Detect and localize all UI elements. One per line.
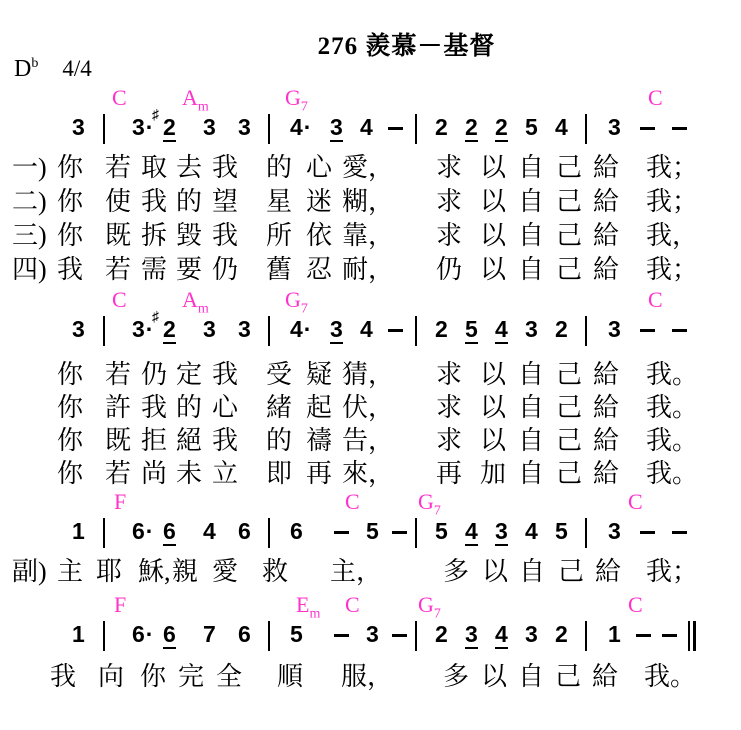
lyric-syllable: 我 [50, 662, 77, 691]
lyric-syllable: 我 [57, 255, 84, 284]
note-digit: 4· [290, 114, 312, 140]
lyric-syllable: 耐， [342, 255, 395, 284]
sharp-icon: ♯ [152, 106, 159, 122]
lyric-syllable: 我； [646, 557, 699, 586]
lyric-syllable: 的 [266, 426, 293, 455]
lyric-syllable: 以 [480, 426, 507, 455]
lyric-syllable: 己 [556, 360, 583, 389]
note-digit: 3 [72, 316, 85, 342]
note-digit: 6 [238, 518, 251, 544]
lyric-syllable: 自 [518, 393, 545, 422]
lyric-syllable: 你 [57, 153, 84, 182]
chord-label: C [628, 592, 643, 617]
lyric-syllable: 受 [266, 360, 293, 389]
note-digit: 4 [360, 316, 373, 342]
chord-label: $E_m$ [296, 592, 321, 622]
note-digit: ♯ 2 [152, 308, 176, 342]
lyric-syllable: 己 [556, 153, 583, 182]
lyric-syllable: 主， [330, 557, 383, 586]
duration-dash [672, 531, 687, 534]
note-digit: 3 [366, 621, 379, 647]
lyric-syllable: 我。 [646, 459, 699, 488]
lyric-syllable: 取 [141, 153, 168, 182]
lyric-syllable: 星 [266, 187, 293, 216]
chord-row [0, 489, 741, 519]
lyric-syllable: 我， [646, 221, 699, 250]
lyric-syllable: 絕 [176, 426, 203, 455]
barline [103, 316, 105, 346]
notes-row [0, 308, 741, 349]
lyric-syllable: 我； [646, 255, 699, 284]
lyric-syllable: 仍 [141, 360, 168, 389]
lyric-syllable: 所 [266, 221, 293, 250]
lyric-syllable: 禱 [306, 426, 333, 455]
lyric-row [0, 557, 741, 589]
lyric-syllable: 仍 [436, 255, 463, 284]
lyric-syllable: 的 [176, 187, 203, 216]
note-digit: 3 [495, 518, 508, 544]
lyric-syllable: 愛， [342, 153, 395, 182]
verse-label: 副) [12, 557, 47, 586]
lyric-syllable: 我 [212, 153, 239, 182]
note-digit: 5 [290, 621, 303, 647]
lyric-syllable: 許 [105, 393, 132, 422]
lyric-syllable: 需 [141, 255, 168, 284]
chord-label: C [345, 592, 360, 617]
lyric-row [0, 153, 741, 185]
lyric-syllable: 拒 [141, 426, 168, 455]
lyric-syllable: 加 [480, 459, 507, 488]
notes-row [0, 622, 741, 654]
duration-dash [640, 127, 655, 130]
lyric-syllable: 以 [480, 360, 507, 389]
chord-label: $G_7$ [285, 287, 308, 317]
note-digit: 6 [163, 621, 176, 647]
note-digit: 1 [72, 518, 85, 544]
lyric-syllable: 求 [436, 426, 463, 455]
lyric-syllable: 求 [436, 360, 463, 389]
page-title: 276 羨慕－基督 [317, 33, 496, 60]
lyric-syllable: 求 [436, 221, 463, 250]
lyric-syllable: 自 [518, 221, 545, 250]
chord-label: C [628, 489, 643, 514]
note-digit: 3 [330, 114, 343, 140]
lyric-syllable: 要 [176, 255, 203, 284]
chord-label: F [114, 489, 127, 514]
note-digit: 3 [203, 316, 216, 342]
barline [103, 621, 105, 651]
note-digit: 3 [525, 621, 538, 647]
note-digit: 5 [435, 518, 448, 544]
lyric-row [0, 360, 741, 392]
lyric-syllable: 心 [212, 393, 239, 422]
lyric-syllable: 求 [436, 393, 463, 422]
lyric-syllable: 你 [57, 187, 84, 216]
lyric-syllable: 己 [556, 187, 583, 216]
lyric-row [0, 393, 741, 425]
lyric-syllable: 己 [558, 557, 585, 586]
barline [585, 316, 587, 346]
lyric-syllable: 你 [57, 360, 84, 389]
note-digit: 4 [555, 114, 568, 140]
lyric-syllable: 完 [178, 662, 205, 691]
lyric-syllable: 以 [480, 153, 507, 182]
lyric-syllable: 全 [216, 662, 243, 691]
barline [415, 621, 417, 651]
lyric-syllable: 以 [482, 557, 509, 586]
note-digit: 3 [72, 114, 85, 140]
lyric-syllable: 再 [436, 459, 463, 488]
lyric-syllable: 以 [480, 255, 507, 284]
lyric-syllable: 靠， [342, 221, 395, 250]
notes-row [0, 519, 741, 551]
chord-label: $A_m$ [182, 287, 209, 317]
lyric-syllable: 望 [212, 187, 239, 216]
lyric-syllable: 心 [306, 153, 333, 182]
lyric-syllable: 求 [436, 187, 463, 216]
note-digit: 3· [132, 114, 154, 140]
barline [415, 316, 417, 346]
lyric-syllable: 來， [342, 459, 395, 488]
lyric-syllable: 若 [105, 153, 132, 182]
note-digit: 5 [366, 518, 379, 544]
lyric-syllable: 即 [266, 459, 293, 488]
lyric-row [0, 255, 741, 287]
note-digit: 2 [435, 114, 448, 140]
lyric-syllable: 仍 [212, 255, 239, 284]
chord-label: $G_7$ [285, 85, 308, 115]
lyric-syllable: 我； [646, 187, 699, 216]
lyric-syllable: 再 [306, 459, 333, 488]
time-signature: 4/4 [62, 56, 92, 81]
chord-label: C [648, 287, 663, 312]
lyric-syllable: 自 [518, 360, 545, 389]
note-digit: 2 [435, 621, 448, 647]
lyric-syllable: 己 [556, 221, 583, 250]
barline [585, 621, 587, 651]
note-digit: 4 [203, 518, 216, 544]
barline [415, 114, 417, 144]
lyric-syllable: 己 [556, 255, 583, 284]
lyric-row [0, 426, 741, 458]
lyric-syllable: 糊， [342, 187, 395, 216]
lyric-syllable: 給 [593, 187, 620, 216]
lyric-syllable: 順 [277, 662, 304, 691]
barline [268, 114, 270, 144]
lyric-syllable: 自 [518, 459, 545, 488]
duration-dash [392, 634, 407, 637]
note-digit: 5 [525, 114, 538, 140]
lyric-syllable: 自 [518, 662, 545, 691]
lyric-syllable: 求 [436, 153, 463, 182]
chord-label: $G_7$ [418, 489, 441, 519]
verse-label: 四) [12, 255, 47, 284]
notes-row [0, 106, 741, 147]
lyric-syllable: 我。 [644, 662, 697, 691]
duration-dash [388, 329, 403, 332]
lyric-syllable: 給 [592, 662, 619, 691]
lyric-syllable: 未 [176, 459, 203, 488]
lyric-syllable: 你 [57, 426, 84, 455]
lyric-row [0, 662, 741, 694]
lyric-syllable: 救 [262, 557, 289, 586]
verse-label: 二) [12, 187, 47, 216]
lyric-syllable: 忍 [306, 255, 333, 284]
note-digit: 6 [238, 621, 251, 647]
chord-label: $G_7$ [418, 592, 441, 622]
lyric-syllable: 告， [342, 426, 395, 455]
note-digit: 2 [495, 114, 508, 140]
note-digit: ♯ 2 [152, 106, 176, 140]
lyric-syllable: 我 [212, 426, 239, 455]
lyric-row [0, 187, 741, 219]
barline [585, 114, 587, 144]
sharp-icon: ♯ [152, 308, 159, 324]
lyric-syllable: 以 [480, 221, 507, 250]
lyric-syllable: 給 [595, 557, 622, 586]
lyric-syllable: 我。 [646, 360, 699, 389]
note-digit: 4 [525, 518, 538, 544]
lyric-syllable: 你 [57, 459, 84, 488]
lyric-syllable: 毀 [176, 221, 203, 250]
duration-dash [672, 329, 687, 332]
note-digit: 2 [555, 621, 568, 647]
lyric-syllable: 的 [266, 153, 293, 182]
lyric-syllable: 猜， [342, 360, 395, 389]
lyric-syllable: 自 [518, 153, 545, 182]
barline [585, 518, 587, 548]
note-digit: 1 [608, 621, 621, 647]
note-digit: 3 [465, 621, 478, 647]
barline [415, 518, 417, 548]
note-digit: 3 [525, 316, 538, 342]
barline [268, 621, 270, 651]
lyric-syllable: 我 [141, 393, 168, 422]
lyric-syllable: 以 [481, 662, 508, 691]
lyric-syllable: 的 [176, 393, 203, 422]
note-digit: 2 [465, 114, 478, 140]
duration-dash [640, 329, 655, 332]
lyric-syllable: 定 [176, 360, 203, 389]
lyric-syllable: 給 [593, 459, 620, 488]
chord-row [0, 592, 741, 622]
chord-label: $A_m$ [182, 85, 209, 115]
lyric-syllable: 你 [57, 221, 84, 250]
key-root: D [14, 56, 32, 82]
lyric-syllable: 自 [518, 426, 545, 455]
lyric-syllable: 給 [593, 255, 620, 284]
lyric-syllable: 我 [212, 360, 239, 389]
lyric-syllable: 使 [105, 187, 132, 216]
note-digit: 3 [238, 316, 251, 342]
duration-dash [334, 531, 349, 534]
chord-row [0, 85, 741, 115]
note-digit: 4· [290, 316, 312, 342]
lyric-syllable: 自 [518, 187, 545, 216]
lyric-syllable: 依 [306, 221, 333, 250]
lyric-syllable: 穌, [138, 557, 171, 586]
lyric-syllable: 疑 [306, 360, 333, 389]
lyric-syllable: 自 [518, 255, 545, 284]
lyric-row [0, 221, 741, 253]
note-digit: 2 [555, 316, 568, 342]
lyric-syllable: 主 [57, 557, 84, 586]
note-digit: 1 [72, 621, 85, 647]
lyric-syllable: 多 [443, 557, 470, 586]
lyric-syllable: 親 [172, 557, 199, 586]
lyric-syllable: 服， [341, 662, 394, 691]
chord-label: C [345, 489, 360, 514]
lyric-syllable: 若 [105, 360, 132, 389]
note-digit: 6· [132, 518, 154, 544]
note-digit: 5 [465, 316, 478, 342]
lyric-syllable: 給 [593, 221, 620, 250]
verse-label: 三) [12, 221, 47, 250]
lyric-syllable: 給 [593, 360, 620, 389]
note-digit: 4 [495, 621, 508, 647]
lyric-syllable: 我。 [646, 426, 699, 455]
lyric-syllable: 向 [98, 662, 125, 691]
lyric-syllable: 起 [306, 393, 333, 422]
note-digit: 7 [203, 621, 216, 647]
note-digit: 3 [238, 114, 251, 140]
note-digit: 3 [608, 518, 621, 544]
note-digit: 4 [495, 316, 508, 342]
final-barline [688, 621, 698, 651]
lyric-syllable: 以 [480, 187, 507, 216]
lyric-syllable: 尚 [141, 459, 168, 488]
lyric-syllable: 立 [212, 459, 239, 488]
lyric-syllable: 迷 [306, 187, 333, 216]
lyric-syllable: 給 [593, 153, 620, 182]
barline [268, 518, 270, 548]
lyric-syllable: 給 [593, 426, 620, 455]
verse-label: 一) [12, 153, 47, 182]
lyric-syllable: 拆 [141, 221, 168, 250]
lyric-syllable: 若 [105, 459, 132, 488]
chord-label: C [112, 287, 127, 312]
lyric-syllable: 既 [105, 221, 132, 250]
lyric-syllable: 己 [556, 459, 583, 488]
note-digit: 3 [608, 114, 621, 140]
lyric-syllable: 你 [57, 393, 84, 422]
lyric-syllable: 去 [176, 153, 203, 182]
note-digit: 6· [132, 621, 154, 647]
duration-dash [388, 127, 403, 130]
lyric-syllable: 己 [555, 662, 582, 691]
lyric-syllable: 我 [141, 187, 168, 216]
duration-dash [662, 634, 677, 637]
chord-label: C [648, 85, 663, 110]
lyric-syllable: 緒 [266, 393, 293, 422]
lyric-syllable: 我 [212, 221, 239, 250]
note-digit: 3 [330, 316, 343, 342]
lyric-syllable: 己 [556, 393, 583, 422]
key-accidental: b [31, 56, 39, 71]
chord-row [0, 287, 741, 317]
lyric-syllable: 愛 [212, 557, 239, 586]
note-digit: 5 [555, 518, 568, 544]
duration-dash [392, 531, 407, 534]
lyric-syllable: 伏， [342, 393, 395, 422]
note-digit: 6 [163, 518, 176, 544]
lyric-syllable: 自 [519, 557, 546, 586]
chord-label: F [114, 592, 127, 617]
duration-dash [636, 634, 651, 637]
lyric-syllable: 給 [593, 393, 620, 422]
lyric-row [0, 459, 741, 491]
duration-dash [640, 531, 655, 534]
barline [103, 114, 105, 144]
lyric-syllable: 既 [105, 426, 132, 455]
lyric-syllable: 舊 [266, 255, 293, 284]
lyric-syllable: 你 [140, 662, 167, 691]
chord-label: C [112, 85, 127, 110]
lyric-syllable: 若 [105, 255, 132, 284]
note-digit: 4 [465, 518, 478, 544]
key-signature [14, 56, 92, 83]
barline [268, 316, 270, 346]
lyric-syllable: 我。 [646, 393, 699, 422]
note-digit: 6 [290, 518, 303, 544]
duration-dash [334, 634, 349, 637]
lyric-syllable: 我； [646, 153, 699, 182]
note-digit: 3 [608, 316, 621, 342]
lyric-syllable: 己 [556, 426, 583, 455]
note-digit: 4 [360, 114, 373, 140]
lyric-syllable: 以 [480, 393, 507, 422]
lyric-syllable: 多 [443, 662, 470, 691]
barline [103, 518, 105, 548]
note-digit: 3 [203, 114, 216, 140]
duration-dash [672, 127, 687, 130]
note-digit: 3· [132, 316, 154, 342]
note-digit: 2 [435, 316, 448, 342]
lyric-syllable: 耶 [96, 557, 123, 586]
